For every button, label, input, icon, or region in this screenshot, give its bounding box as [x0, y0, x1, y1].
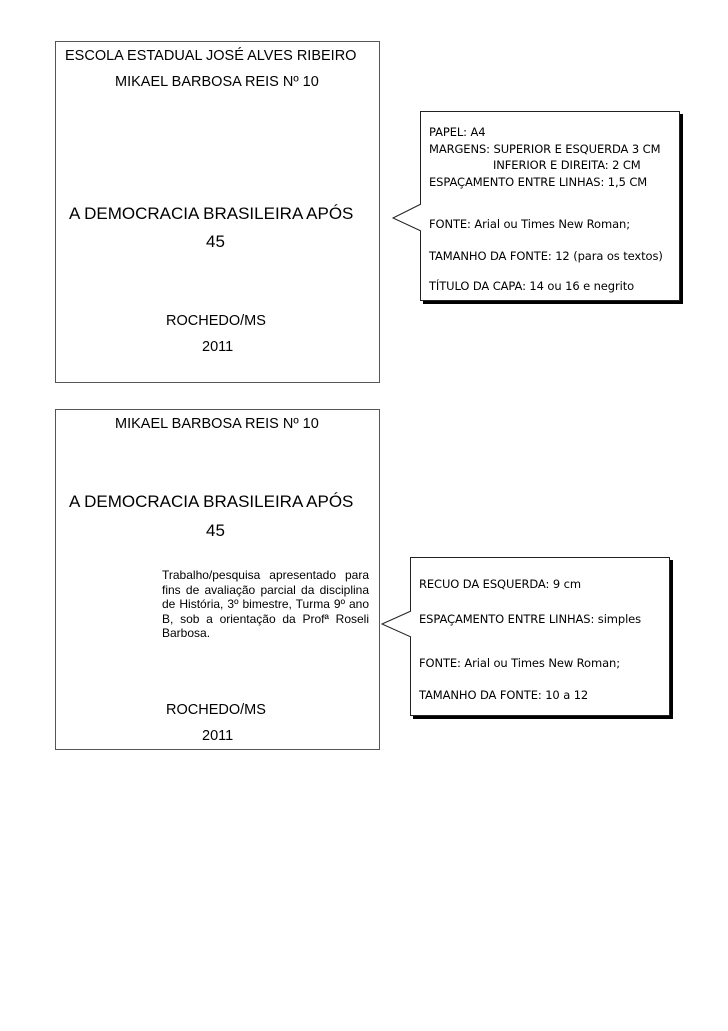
- note-cover-title-style: TÍTULO DA CAPA: 14 ou 16 e negrito: [429, 279, 635, 293]
- cover-year: 2011: [202, 339, 234, 355]
- note-font-size: TAMANHO DA FONTE: 10 a 12: [419, 688, 589, 702]
- note-font-size: TAMANHO DA FONTE: 12 (para os textos): [429, 249, 663, 263]
- cover-school-name: ESCOLA ESTADUAL JOSÉ ALVES RIBEIRO: [65, 48, 357, 64]
- title-page-title-line1: A DEMOCRACIA BRASILEIRA APÓS: [69, 492, 354, 511]
- note-paper: PAPEL: A4: [429, 125, 486, 139]
- title-page-student-name: MIKAEL BARBOSA REIS Nº 10: [115, 416, 319, 432]
- cover-student-name: MIKAEL BARBOSA REIS Nº 10: [115, 74, 319, 90]
- cover-city: ROCHEDO/MS: [166, 313, 266, 329]
- note-margins-top-left: MARGENS: SUPERIOR E ESQUERDA 3 CM: [429, 142, 661, 156]
- title-page-city: ROCHEDO/MS: [166, 702, 266, 718]
- title-page-year: 2011: [202, 728, 234, 744]
- note-line-spacing: ESPAÇAMENTO ENTRE LINHAS: 1,5 CM: [429, 175, 648, 189]
- cover-title-line1: A DEMOCRACIA BRASILEIRA APÓS: [69, 204, 354, 223]
- title-page-title-line2: 45: [206, 521, 225, 540]
- note-left-indent: RECUO DA ESQUERDA: 9 cm: [419, 577, 581, 591]
- work-nature-paragraph: Trabalho/pesquisa apresentado para fins de avaliação parcial da disciplina de História, 3º bimestre, Turma 9º ano B, sob a orientação da Profª Roseli Barbosa.: [162, 568, 369, 640]
- note-font: FONTE: Arial ou Times New Roman;: [419, 656, 621, 670]
- note-font: FONTE: Arial ou Times New Roman;: [429, 217, 631, 231]
- cover-title-line2: 45: [206, 232, 225, 251]
- note-single-spacing: ESPAÇAMENTO ENTRE LINHAS: simples: [419, 612, 642, 626]
- note-margins-bottom-right: INFERIOR E DIREITA: 2 CM: [493, 158, 641, 172]
